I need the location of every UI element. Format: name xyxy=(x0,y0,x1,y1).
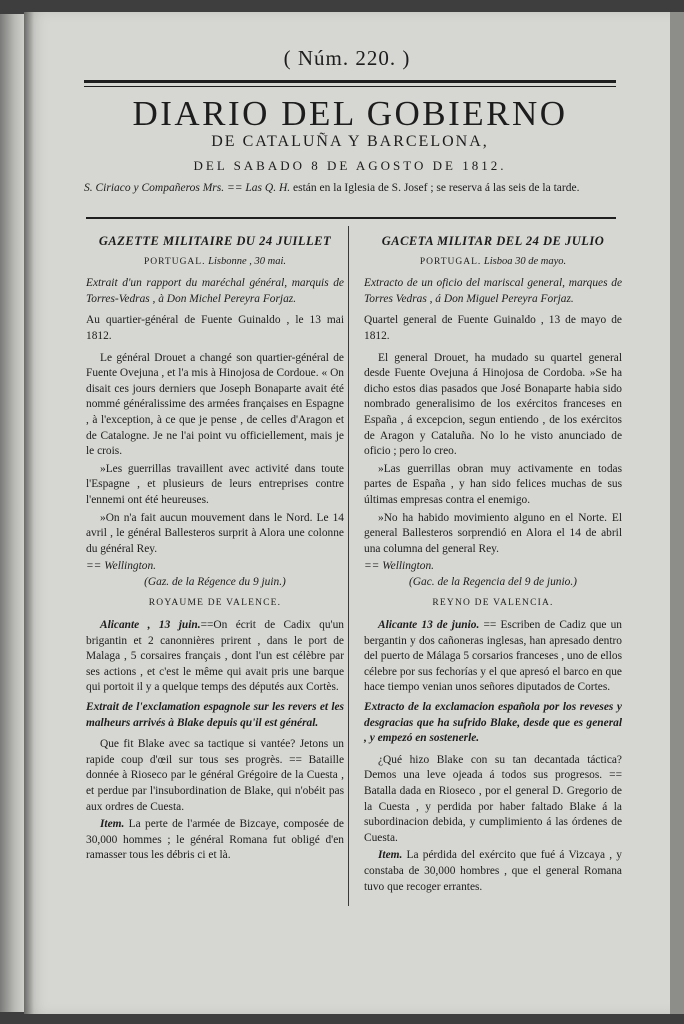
french-column xyxy=(86,234,344,866)
spanish-paragraph-5: ¿Qué hizo Blake con su tan decantada táctica? Demos una leve ojeada á todos sus progresos. == Batalla dada en Rioseco , por el general D. Gregorio de la Cuesta , y perdida por haber faltado Blake á la subordinacion debida, y cumplimiento á las órdenes de Cuesta. xyxy=(364,753,622,844)
spanish-headquarters: Quartel general de Fuente Guinaldo , 13 de mayo de 1812. xyxy=(364,314,622,342)
spanish-extract-title: Extracto de un oficio del mariscal general, marques de Torres Vedras , á Don Miguel Pereyra Forjaz. xyxy=(364,277,622,305)
column-divider xyxy=(348,226,349,906)
spanish-kingdom-heading: REYNO DE VALENCIA. xyxy=(432,598,554,609)
page-right-edge xyxy=(670,12,684,1014)
spanish-source: (Gac. de la Regencia del 9 de junio.) xyxy=(409,575,577,588)
newspaper-title: DIARIO DEL GOBIERNO xyxy=(132,94,568,133)
french-kingdom-heading: ROYAUME DE VALENCE. xyxy=(148,598,282,609)
page-fold-shadow xyxy=(24,12,34,1014)
french-extract-title: Extrait d'un rapport du maréchal général, marquis de Torres-Vedras , à Don Michel Pereyra Forjaz. xyxy=(86,277,344,305)
french-paragraph-3: »On n'a fait aucun mouvement dans le Nord. Le 14 avril , le général Ballesteros surprit à Alora une colonne du général Rey. xyxy=(86,511,344,555)
newspaper-subtitle: DE CATALUÑA Y BARCELONA, xyxy=(211,133,489,150)
spanish-exclamation-title: Extracto de la exclamacion española por los reveses y desgracias que ha sufrido Blake, desde que es general , y empezó en sostenerle. xyxy=(364,701,622,745)
spanish-dateline: PORTUGAL. Lisboa 30 de mayo. xyxy=(419,255,567,267)
spanish-paragraph-6: Item. La pérdida del exército que fué á Vizcaya , y constaba de 30,000 hombres , que el general Romana tuvo que recoger errantes. xyxy=(364,849,622,893)
spanish-column xyxy=(364,234,622,897)
spanish-paragraph-2: »Las guerrillas obran muy activamente en todas partes de España , y han sido felices muchas de sus últimas empresas contra el enemigo. xyxy=(364,462,622,506)
french-paragraph-6: Item. La perte de l'armée de Bizcaye, composée de 30,000 hommes ; le général Romana fut obligé d'en ramasser tous les débris ci et là. xyxy=(86,818,344,862)
masthead-rule-top xyxy=(84,80,616,83)
saints-notice xyxy=(84,181,620,196)
spanish-paragraph-4: Alicante 13 de junio. == Escriben de Cadiz que un bergantin y dos cañoneras inglesas, han apresado dentro del puerto de Málaga 5 corsarios franceses , uno de ellos célebre por sus fechorías y el que apresó el barco en que hace tiempo venian unos señores diputados de Cortes. xyxy=(364,619,622,694)
facing-page-edge xyxy=(0,14,24,1012)
spanish-paragraph-3: »No ha habido movimiento alguno en el Norte. El general Ballesteros sorprendió en Alora el 14 de abril una columna del general Rey. xyxy=(364,511,622,555)
french-headquarters: Au quartier-général de Fuente Guinaldo , le 13 mai 1812. xyxy=(86,314,344,342)
french-paragraph-2: »Les guerrillas travaillent avec activité dans toute l'Espagne , et plusieurs de leurs entreprises contre l'ennemi ont été heureuses. xyxy=(86,462,344,506)
header-divider-rule xyxy=(86,217,616,219)
issue-number: ( Núm. 220. ) xyxy=(283,46,411,70)
saints-text: están en la Iglesia de S. Josef ; se reserva á las seis de la tarde. xyxy=(290,182,580,194)
french-paragraph-4: Alicante , 13 juin.==On écrit de Cadix qu'un brigantin et 2 canonnières prirent , dans le port de Malaga , 5 corsaires français , dont l'un est célèbre par ses actions , et c'est le même qui avait pris une barque qui portoit il y a quelque temps des députés aux Cortès. xyxy=(86,619,344,694)
masthead-rule-top-thin xyxy=(84,86,616,87)
french-exclamation-title: Extrait de l'exclamation espagnole sur les revers et les malheurs arrivés à Blake depuis qu'il est général. xyxy=(86,701,344,729)
spanish-heading: GACETA MILITAR DEL 24 DE JULIO xyxy=(381,234,605,248)
french-paragraph-5: Que fit Blake avec sa tactique si vantée? Jetons un rapide coup d'œil sur tous ses progrès. == Bataille donnée à Rioseco par le général Grégoire de la Cuesta , et perdue par l'insubordination de Blake, qui n'obéit pas aux ordres de Cuesta. xyxy=(86,738,344,813)
french-paragraph-1: Le général Drouet a changé son quartier-général de Fuente Ovejuna , et l'a mis à Hinojosa de Cordoue. « On disait ces jours derniers que Joseph Bonaparte avait été nommé généralissime des armées françaises en Espagne , à l'exception, à ce que je pense , de celles d'Aragon et de Catalogne. Je ne l'ai point vu officiellement, mais je le crois. xyxy=(86,351,344,458)
french-heading: GAZETTE MILITAIRE DU 24 JUILLET xyxy=(98,234,332,248)
spanish-signature: == Wellington. xyxy=(364,560,435,573)
french-signature: == Wellington. xyxy=(86,560,157,573)
saints-italic: S. Ciriaco y Compañeros Mrs. == Las Q. H. xyxy=(84,182,291,194)
spanish-paragraph-1: El general Drouet, ha mudado su quartel general desde Fuente Ovejuna á Hinojosa de Cordoba. »Se ha dicho estos dias pasados que José Bonaparte habia sido nombrado generalisimo de los exércitos franceses en España , á excepcion, segun entiendo , de los exércitos de Aragon y Cataluña. No lo he visto anunciado de oficio ; pero lo creo. xyxy=(364,351,622,458)
french-source: (Gaz. de la Régence du 9 juin.) xyxy=(144,575,286,588)
french-dateline: PORTUGAL. Lisbonne , 30 mai. xyxy=(144,255,286,267)
issue-date: DEL SABADO 8 DE AGOSTO DE 1812. xyxy=(193,158,507,173)
